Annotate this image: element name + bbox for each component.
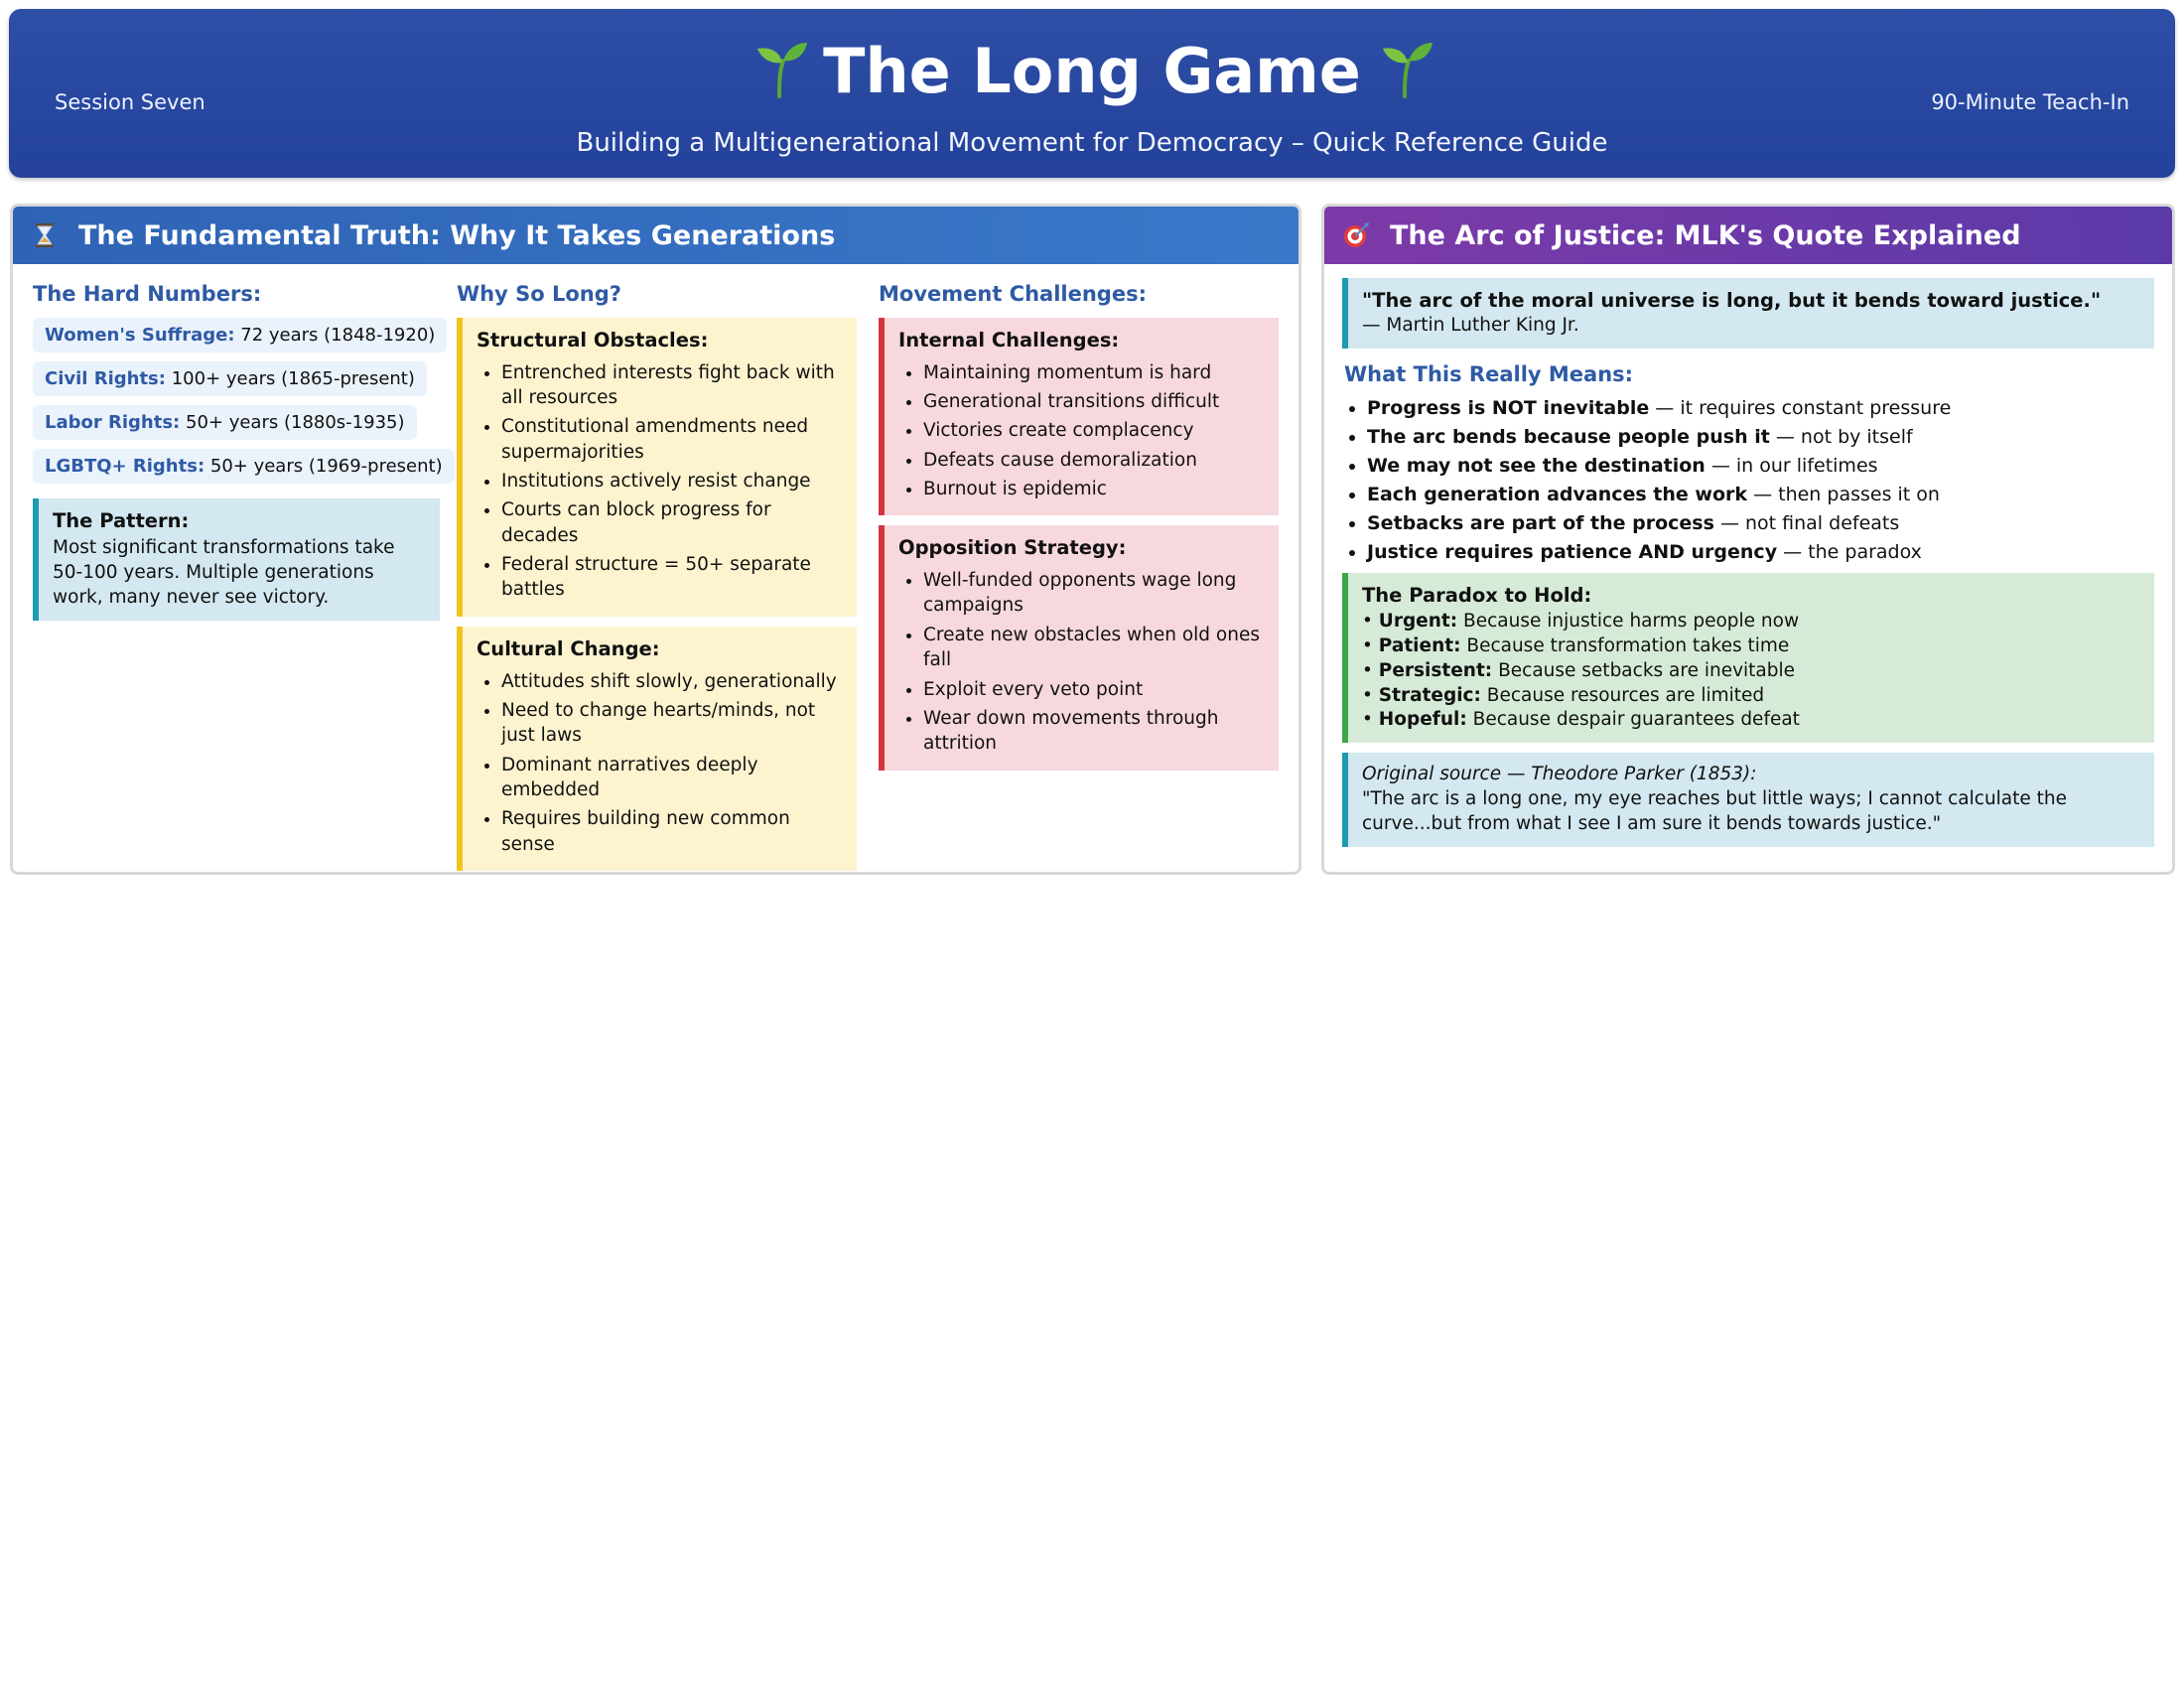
original-source-callout [1342, 753, 2154, 847]
cultural-change-callout [457, 627, 857, 871]
list-item: • Institutions actively resist change [501, 469, 843, 493]
section-title: What This Really Means: [1344, 361, 1634, 386]
panel-title: The Arc of Justice: MLK's Quote Explained [1390, 219, 2021, 251]
callout-title: Cultural Change: [477, 636, 660, 660]
item-emphasis: Urgent: [1378, 610, 1458, 632]
list-item: • Constitutional amendments need supermajorities [501, 414, 843, 465]
paradox-line: • Hopeful: Because despair guarantees defeat [1362, 709, 1800, 731]
list-item [1367, 481, 2154, 509]
item-text: — not by itself [1769, 425, 1913, 448]
item-emphasis: Patient: [1378, 634, 1461, 656]
page-header [9, 9, 2175, 178]
page-subtitle: Building a Multigenerational Movement for Democracy – Quick Reference Guide [576, 128, 1608, 158]
list-item: • Wear down movements through attrition [923, 706, 1265, 757]
column-title: Why So Long? [457, 282, 621, 306]
list-item: • Maintaining momentum is hard [923, 360, 1265, 385]
session-label: Session Seven [55, 90, 205, 114]
panel-header [1324, 207, 2172, 264]
list-item: • Need to change hearts/minds, not just laws [501, 698, 843, 749]
panel-header [13, 207, 1298, 264]
paradox-line: • Strategic: Because resources are limited [1362, 684, 1765, 706]
page-title-row [9, 35, 2175, 107]
item-text: — the paradox [1777, 540, 1922, 563]
sprout-icon [750, 39, 809, 98]
stat-label: LGBTQ+ Rights: [45, 456, 205, 477]
structural-list [477, 360, 843, 603]
opposition-list [898, 568, 1265, 756]
mlk-quote-callout [1342, 278, 2154, 349]
list-item: • Burnout is epidemic [923, 477, 1265, 501]
item-emphasis: Justice requires patience AND urgency [1367, 540, 1778, 563]
list-item: • Victories create complacency [923, 418, 1265, 443]
item-text: — then passes it on [1747, 483, 1940, 505]
list-item: • Create new obstacles when old ones fall [923, 623, 1265, 673]
paradox-line: • Urgent: Because injustice harms people now [1362, 610, 1800, 632]
list-item: • Courts can block progress for decades [501, 497, 843, 548]
quote-attribution: — Martin Luther King Jr. [1362, 314, 1579, 336]
panel-title: The Fundamental Truth: Why It Takes Generations [78, 219, 836, 251]
stat-label: Civil Rights: [45, 368, 166, 389]
page-title: The Long Game [823, 35, 1361, 107]
item-emphasis: The arc bends because people push it [1367, 425, 1770, 448]
item-emphasis: We may not see the destination [1367, 454, 1706, 477]
item-text: — not final defeats [1713, 511, 1900, 534]
pattern-callout [33, 498, 440, 621]
item-emphasis: Each generation advances the work [1367, 483, 1748, 505]
list-item: • Exploit every veto point [923, 677, 1265, 702]
callout-title: Structural Obstacles: [477, 329, 709, 352]
item-text: Because setbacks are inevitable [1492, 659, 1796, 681]
stat-value: 72 years (1848-1920) [240, 325, 436, 346]
list-item: • Dominant narratives deeply embedded [501, 753, 843, 803]
list-item: • Well-funded opponents wage long campaigns [923, 568, 1265, 619]
list-item: • Generational transitions difficult [923, 389, 1265, 414]
why-so-long-column [457, 282, 857, 871]
column-title: The Hard Numbers: [33, 282, 262, 306]
cultural-list [477, 669, 843, 857]
paradox-line: • Persistent: Because setbacks are inevitable [1362, 659, 1796, 681]
item-emphasis: Setbacks are part of the process [1367, 511, 1714, 534]
stat-value: 50+ years (1880s-1935) [186, 412, 405, 433]
fundamental-truth-panel [10, 204, 1301, 875]
arc-of-justice-panel [1321, 204, 2175, 875]
list-item [1367, 538, 2154, 567]
meanings-list [1342, 394, 2154, 567]
callout-title: Opposition Strategy: [898, 536, 1127, 560]
item-text: — in our lifetimes [1705, 454, 1878, 477]
callout-text: Most significant transformations take 50-100 years. Multiple generations work, many never see victory. [53, 536, 395, 609]
item-emphasis: Persistent: [1378, 659, 1493, 681]
item-text: Because resources are limited [1480, 684, 1765, 706]
hourglass-icon [31, 221, 59, 249]
item-text: Because transformation takes time [1460, 634, 1790, 656]
internal-challenges-callout [879, 318, 1279, 515]
list-item [1367, 509, 2154, 538]
list-item: • Federal structure = 50+ separate battles [501, 552, 843, 603]
hard-numbers-column [33, 282, 443, 621]
list-item [1367, 423, 2154, 452]
mlk-quote: "The arc of the moral universe is long, but it bends toward justice." [1362, 289, 2102, 312]
item-emphasis: Hopeful: [1378, 709, 1467, 731]
stat-item [33, 405, 440, 449]
item-text: — it requires constant pressure [1649, 396, 1952, 419]
target-icon [1342, 221, 1370, 249]
sprout-icon [1375, 39, 1434, 98]
stat-item [33, 318, 440, 361]
paradox-callout [1342, 573, 2154, 744]
item-text: Because injustice harms people now [1457, 610, 1800, 632]
list-item: • Defeats cause demoralization [923, 448, 1265, 473]
arc-content [1342, 278, 2154, 847]
list-item: • Requires building new common sense [501, 806, 843, 857]
list-item: • Attitudes shift slowly, generationally [501, 669, 843, 694]
paradox-line: • Patient: Because transformation takes time [1362, 634, 1790, 656]
source-quote: "The arc is a long one, my eye reaches but little ways; I cannot calculate the curve...but from what I see I am sure it bends towards justice." [1362, 788, 2068, 835]
list-item: • Entrenched interests fight back with all resources [501, 360, 843, 411]
stat-label: Women's Suffrage: [45, 325, 235, 346]
opposition-strategy-callout [879, 525, 1279, 770]
internal-list [898, 360, 1265, 502]
structural-obstacles-callout [457, 318, 857, 617]
movement-challenges-column [879, 282, 1279, 771]
format-label: 90-Minute Teach-In [1931, 90, 2129, 114]
item-emphasis: Progress is NOT inevitable [1367, 396, 1650, 419]
stat-label: Labor Rights: [45, 412, 181, 433]
stat-value: 100+ years (1865-present) [171, 368, 415, 389]
item-emphasis: Strategic: [1378, 684, 1481, 706]
callout-title: The Pattern: [53, 509, 190, 532]
list-item [1367, 452, 2154, 481]
stat-item [33, 449, 443, 492]
source-title: Original source — Theodore Parker (1853): [1362, 764, 1757, 785]
callout-title: The Paradox to Hold: [1362, 583, 1592, 607]
callout-title: Internal Challenges: [898, 329, 1120, 352]
stat-value: 50+ years (1969-present) [209, 456, 443, 477]
column-title: Movement Challenges: [879, 282, 1147, 306]
stat-item [33, 361, 440, 405]
list-item [1367, 394, 2154, 423]
item-text: Because despair guarantees defeat [1466, 709, 1800, 731]
